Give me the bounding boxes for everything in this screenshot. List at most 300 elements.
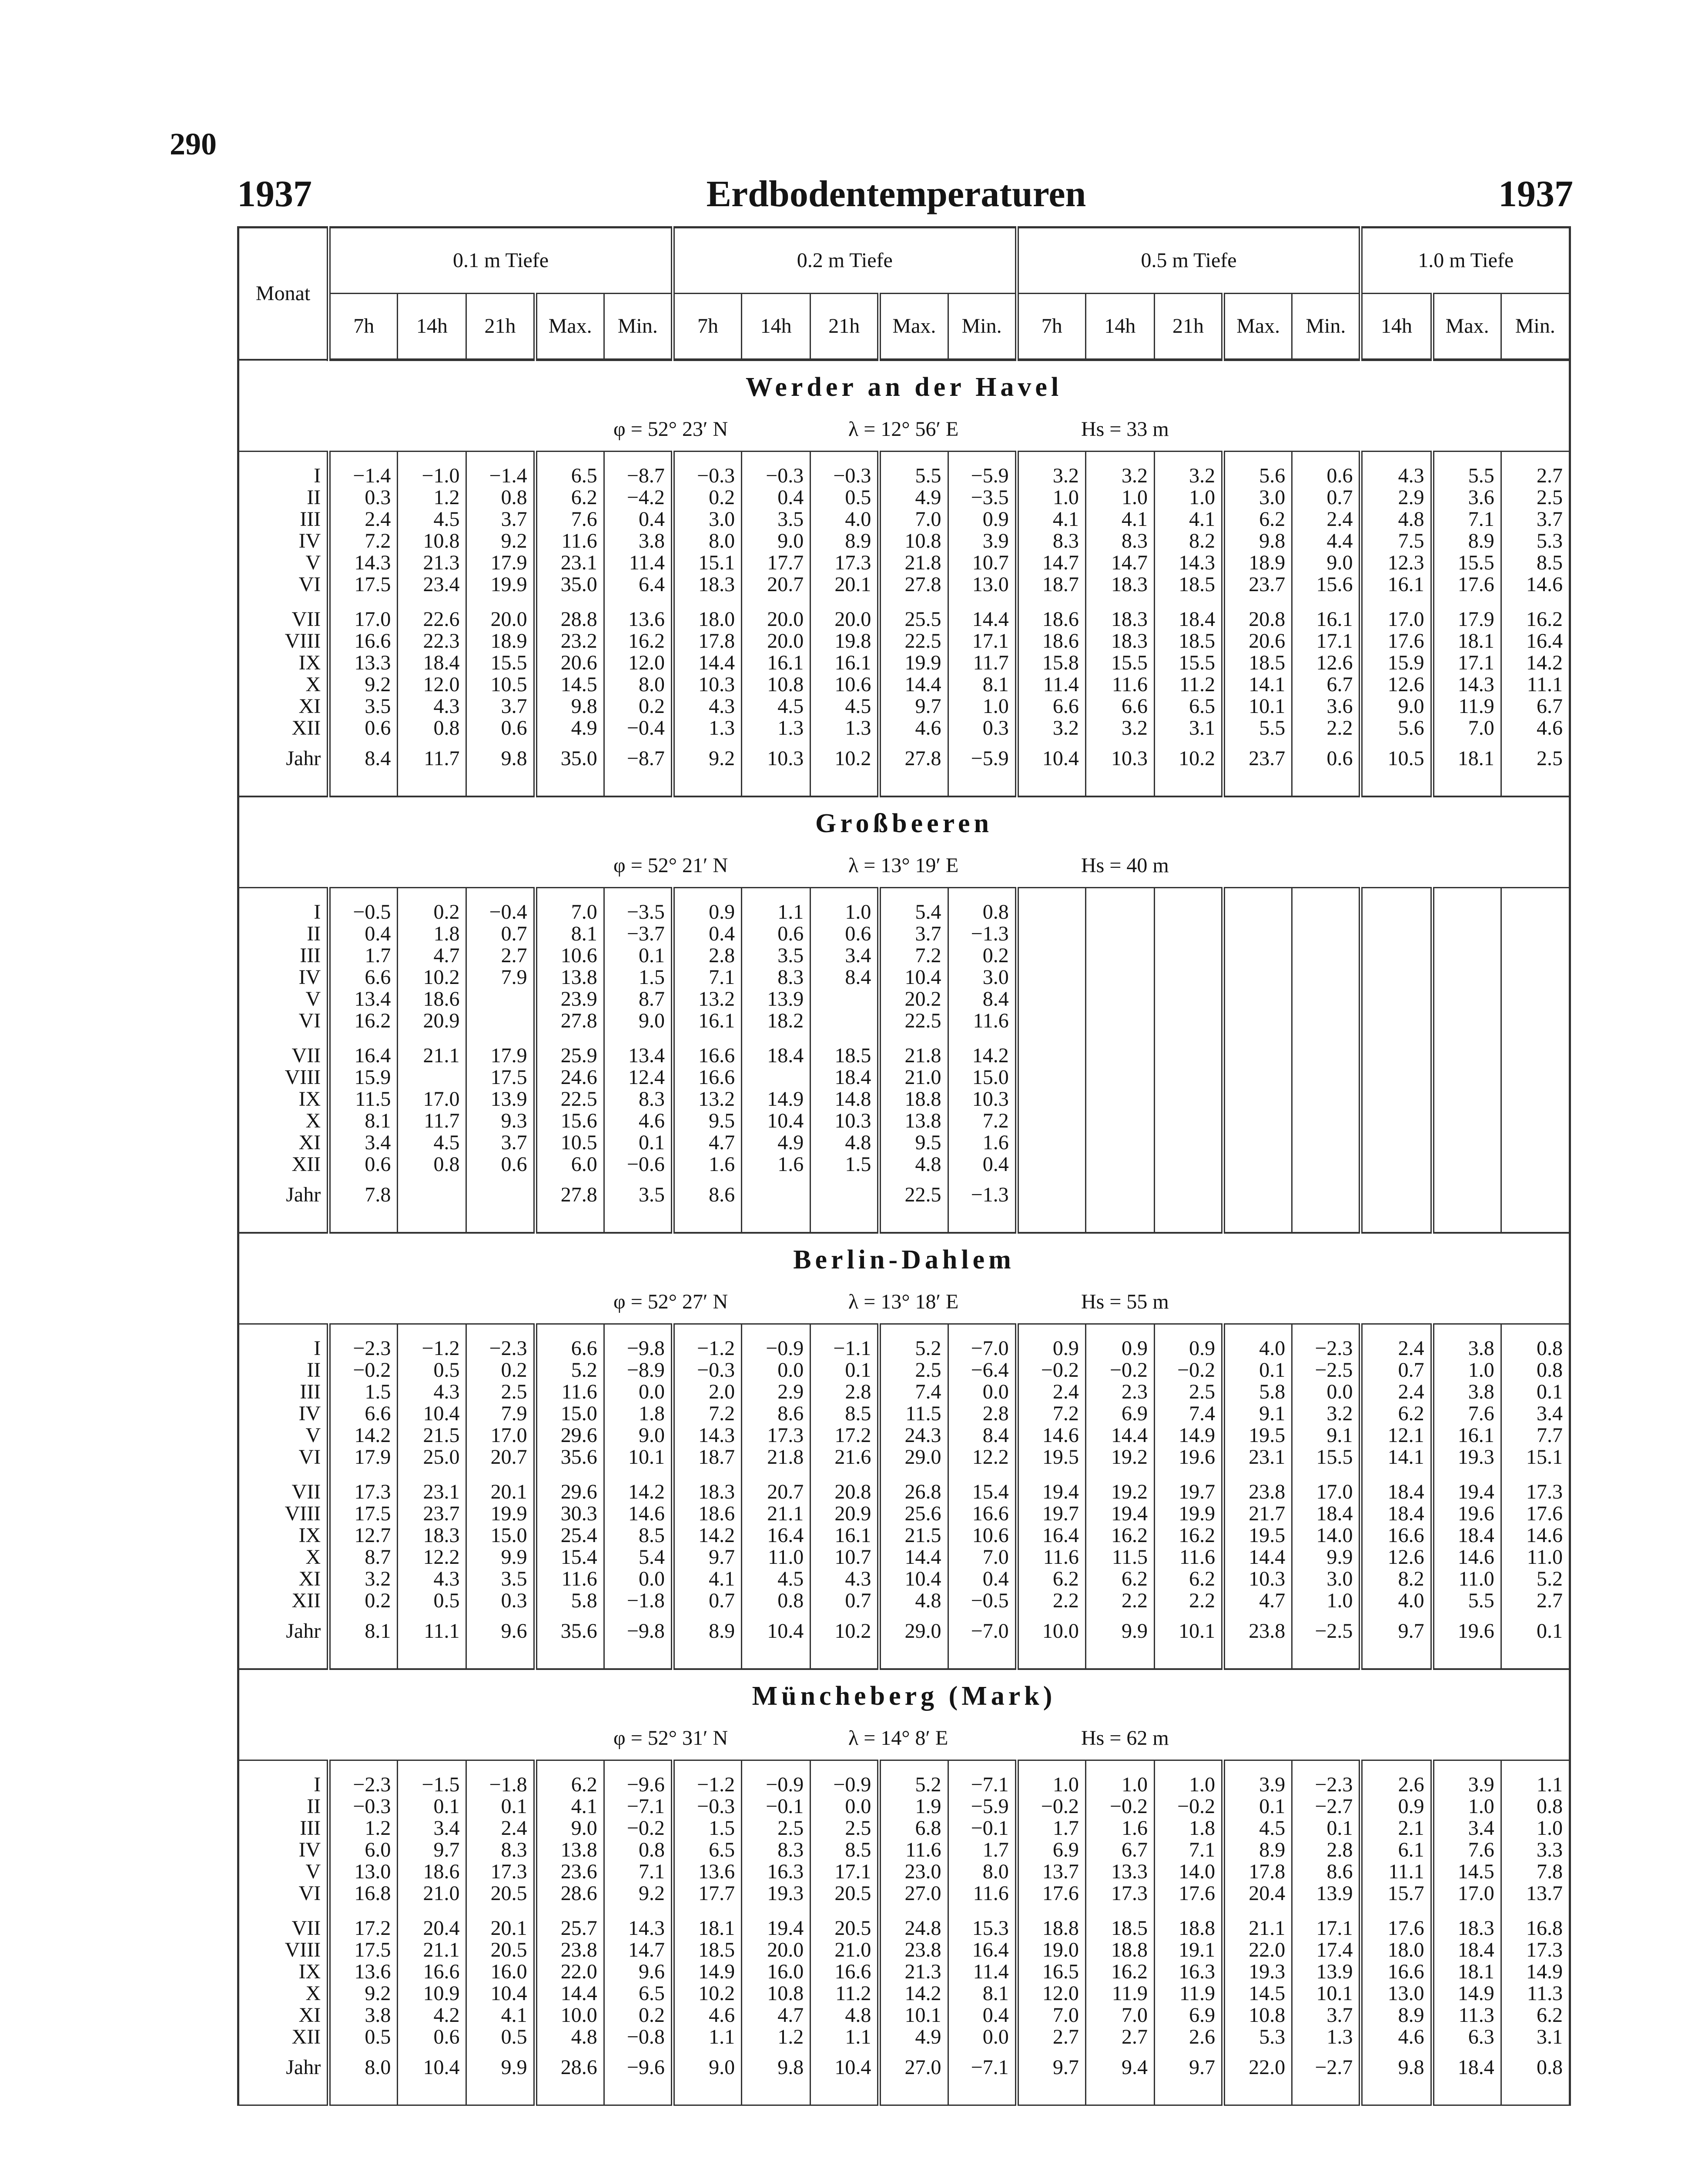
- value-cell: 5.5: [1432, 465, 1501, 487]
- value-cell: [948, 888, 1017, 902]
- col-header: 14h: [398, 294, 466, 360]
- col-header: 14h: [742, 294, 810, 360]
- value-cell: 17.3: [1085, 1883, 1154, 1904]
- value-cell: 10.2: [1154, 739, 1223, 778]
- value-cell: −0.1: [742, 1796, 810, 1817]
- value-cell: [398, 1904, 466, 1917]
- month-label: IV: [238, 1403, 329, 1425]
- value-cell: 15.5: [1154, 652, 1223, 674]
- station-name: Werder an der Havel: [238, 360, 1570, 413]
- month-label: XI: [238, 696, 329, 717]
- value-cell: [1361, 452, 1432, 465]
- value-cell: 3.2: [1154, 465, 1223, 487]
- value-cell: 11.1: [1501, 674, 1570, 696]
- value-cell: 1.3: [742, 717, 810, 739]
- value-cell: 17.5: [466, 1067, 535, 1088]
- value-cell: 16.6: [948, 1503, 1017, 1525]
- value-cell: 2.7: [1501, 1590, 1570, 1612]
- value-cell: [1085, 1010, 1154, 1032]
- value-cell: 18.3: [1085, 630, 1154, 652]
- month-label: [238, 2087, 329, 2105]
- value-cell: 23.8: [879, 1939, 948, 1961]
- value-cell: 15.6: [1292, 574, 1361, 596]
- value-cell: 5.3: [1223, 2026, 1292, 2048]
- value-cell: −0.3: [810, 465, 879, 487]
- value-cell: 14.9: [1501, 1961, 1570, 1983]
- month-label: [238, 1032, 329, 1045]
- month-row: [238, 1546, 1570, 1568]
- value-cell: [1154, 1045, 1223, 1067]
- value-cell: −1.0: [398, 465, 466, 487]
- value-cell: 9.0: [1361, 696, 1432, 717]
- month-label: Jahr: [238, 1175, 329, 1215]
- month-row: [238, 1338, 1570, 1359]
- value-cell: 3.4: [329, 1132, 398, 1154]
- month-label: X: [238, 1546, 329, 1568]
- value-cell: 1.8: [604, 1403, 673, 1425]
- month-label: IV: [238, 967, 329, 988]
- value-cell: [1085, 888, 1154, 902]
- value-cell: 16.6: [1361, 1961, 1432, 1983]
- value-cell: 19.2: [1085, 1446, 1154, 1468]
- value-cell: [1361, 901, 1432, 923]
- value-cell: [1292, 1067, 1361, 1088]
- value-cell: 18.1: [1432, 1961, 1501, 1983]
- value-cell: −1.2: [673, 1774, 741, 1796]
- value-cell: 13.0: [1361, 1983, 1432, 2004]
- value-cell: 19.9: [466, 574, 535, 596]
- value-cell: 12.7: [329, 1525, 398, 1546]
- value-cell: 10.9: [398, 1983, 466, 2004]
- year-row: [238, 1175, 1570, 1215]
- col-header: Min.: [1501, 294, 1570, 360]
- coordinates-cell: [238, 413, 1570, 452]
- value-cell: [1223, 1067, 1292, 1088]
- value-cell: −0.2: [1154, 1796, 1223, 1817]
- value-cell: [1017, 1324, 1085, 1338]
- value-cell: 4.0: [1223, 1338, 1292, 1359]
- value-cell: [1432, 967, 1501, 988]
- month-label: Jahr: [238, 1612, 329, 1651]
- value-cell: 16.2: [604, 630, 673, 652]
- value-cell: 18.4: [1432, 1525, 1501, 1546]
- value-cell: [1154, 1760, 1223, 1774]
- value-cell: 6.5: [673, 1839, 741, 1861]
- month-label: Jahr: [238, 2048, 329, 2087]
- month-row: [238, 1796, 1570, 1817]
- value-cell: 8.3: [604, 1088, 673, 1110]
- value-cell: [1085, 1760, 1154, 1774]
- value-cell: [466, 1215, 535, 1233]
- value-cell: 0.0: [742, 1359, 810, 1381]
- value-cell: [535, 596, 604, 609]
- value-cell: 21.6: [810, 1446, 879, 1468]
- value-cell: 35.0: [535, 739, 604, 778]
- value-cell: 11.1: [398, 1612, 466, 1651]
- value-cell: 0.8: [398, 1154, 466, 1175]
- value-cell: 18.8: [1154, 1917, 1223, 1939]
- value-cell: 2.7: [1085, 2026, 1154, 2048]
- value-cell: [879, 1468, 948, 1481]
- value-cell: [1223, 2087, 1292, 2105]
- value-cell: [1223, 967, 1292, 988]
- col-header: 21h: [1154, 294, 1223, 360]
- value-cell: [1223, 888, 1292, 902]
- value-cell: 16.1: [1292, 609, 1361, 630]
- value-cell: 8.3: [466, 1839, 535, 1861]
- value-cell: −7.0: [948, 1338, 1017, 1359]
- value-cell: 19.5: [1223, 1425, 1292, 1446]
- value-cell: 16.4: [948, 1939, 1017, 1961]
- value-cell: [1017, 1904, 1085, 1917]
- value-cell: [1361, 1045, 1432, 1067]
- value-cell: 0.6: [810, 923, 879, 945]
- value-cell: 24.8: [879, 1917, 948, 1939]
- value-cell: 1.0: [1085, 1774, 1154, 1796]
- value-cell: 1.2: [329, 1817, 398, 1839]
- value-cell: 5.2: [879, 1338, 948, 1359]
- value-cell: 20.9: [810, 1503, 879, 1525]
- value-cell: [398, 1324, 466, 1338]
- station-height: Hs = 55 m: [1081, 1290, 1169, 1313]
- value-cell: 21.1: [742, 1503, 810, 1525]
- value-cell: [1501, 901, 1570, 923]
- value-cell: [810, 596, 879, 609]
- spacer-row: [238, 778, 1570, 796]
- value-cell: 5.6: [1361, 717, 1432, 739]
- value-cell: −2.5: [1292, 1359, 1361, 1381]
- value-cell: [673, 888, 741, 902]
- value-cell: [948, 1324, 1017, 1338]
- value-cell: 3.4: [810, 945, 879, 967]
- value-cell: [604, 452, 673, 465]
- value-cell: [810, 1760, 879, 1774]
- value-cell: 3.8: [604, 530, 673, 552]
- value-cell: 0.1: [810, 1359, 879, 1381]
- value-cell: 20.5: [810, 1917, 879, 1939]
- value-cell: −1.2: [673, 1338, 741, 1359]
- value-cell: 16.8: [1501, 1917, 1570, 1939]
- value-cell: 25.0: [398, 1446, 466, 1468]
- value-cell: 21.0: [398, 1883, 466, 1904]
- month-row: [238, 630, 1570, 652]
- value-cell: 14.8: [810, 1088, 879, 1110]
- value-cell: 16.2: [1085, 1525, 1154, 1546]
- value-cell: 14.4: [879, 1546, 948, 1568]
- value-cell: −9.8: [604, 1338, 673, 1359]
- value-cell: 2.5: [1501, 739, 1570, 778]
- value-cell: 11.3: [1432, 2004, 1501, 2026]
- value-cell: 29.0: [879, 1446, 948, 1468]
- value-cell: 8.2: [1154, 530, 1223, 552]
- value-cell: 15.0: [535, 1403, 604, 1425]
- value-cell: 18.3: [1085, 609, 1154, 630]
- value-cell: 17.5: [329, 1939, 398, 1961]
- value-cell: 9.2: [604, 1883, 673, 1904]
- value-cell: 6.2: [1361, 1403, 1432, 1425]
- value-cell: [1432, 1010, 1501, 1032]
- value-cell: 2.5: [1501, 487, 1570, 509]
- value-cell: 1.0: [1432, 1359, 1501, 1381]
- value-cell: 6.0: [329, 1839, 398, 1861]
- value-cell: 1.5: [329, 1381, 398, 1403]
- value-cell: 9.5: [879, 1132, 948, 1154]
- longitude: λ = 13° 19′ E: [848, 854, 959, 877]
- value-cell: [1223, 1088, 1292, 1110]
- value-cell: 11.0: [1501, 1546, 1570, 1568]
- value-cell: 2.4: [1292, 509, 1361, 530]
- value-cell: [1292, 1324, 1361, 1338]
- month-row: [238, 1067, 1570, 1088]
- value-cell: [604, 2087, 673, 2105]
- value-cell: 1.3: [673, 717, 741, 739]
- spacer-row: [238, 452, 1570, 465]
- value-cell: 19.4: [742, 1917, 810, 1939]
- value-cell: [1292, 988, 1361, 1010]
- month-label: [238, 1215, 329, 1233]
- value-cell: [535, 1324, 604, 1338]
- value-cell: 2.8: [1292, 1839, 1361, 1861]
- value-cell: [810, 452, 879, 465]
- value-cell: 4.7: [673, 1132, 741, 1154]
- value-cell: 18.7: [1017, 574, 1085, 596]
- value-cell: [742, 2087, 810, 2105]
- value-cell: [1154, 1010, 1223, 1032]
- value-cell: 14.2: [604, 1481, 673, 1503]
- value-cell: 2.4: [1361, 1338, 1432, 1359]
- station-name: Berlin-Dahlem: [238, 1233, 1570, 1286]
- month-label: IX: [238, 1961, 329, 1983]
- value-cell: [1361, 1110, 1432, 1132]
- value-cell: 4.1: [1085, 509, 1154, 530]
- value-cell: [329, 1904, 398, 1917]
- value-cell: [535, 2087, 604, 2105]
- value-cell: 4.8: [810, 2004, 879, 2026]
- value-cell: 21.1: [398, 1045, 466, 1067]
- value-cell: [1223, 1760, 1292, 1774]
- value-cell: [1085, 1088, 1154, 1110]
- station-name: Großbeeren: [238, 796, 1570, 850]
- value-cell: [879, 1215, 948, 1233]
- value-cell: [1292, 1088, 1361, 1110]
- value-cell: 0.5: [398, 1590, 466, 1612]
- value-cell: [1017, 1760, 1085, 1774]
- value-cell: [948, 596, 1017, 609]
- value-cell: 12.4: [604, 1067, 673, 1088]
- soil-temperature-table: [237, 226, 1571, 2106]
- value-cell: 21.1: [398, 1939, 466, 1961]
- value-cell: 7.4: [1154, 1403, 1223, 1425]
- value-cell: [742, 1760, 810, 1774]
- value-cell: 4.3: [673, 696, 741, 717]
- value-cell: 8.9: [1361, 2004, 1432, 2026]
- value-cell: [1361, 1088, 1432, 1110]
- value-cell: 27.8: [879, 739, 948, 778]
- month-row: [238, 1045, 1570, 1067]
- value-cell: [1085, 967, 1154, 988]
- value-cell: [1154, 452, 1223, 465]
- month-label: II: [238, 487, 329, 509]
- value-cell: 7.4: [879, 1381, 948, 1403]
- value-cell: 10.1: [879, 2004, 948, 2026]
- value-cell: 0.7: [466, 923, 535, 945]
- coordinates-cell: [238, 1722, 1570, 1760]
- value-cell: 4.6: [1501, 717, 1570, 739]
- value-cell: 23.4: [398, 574, 466, 596]
- value-cell: 15.3: [948, 1917, 1017, 1939]
- value-cell: 1.2: [742, 2026, 810, 2048]
- value-cell: 23.9: [535, 988, 604, 1010]
- value-cell: 2.5: [810, 1817, 879, 1839]
- value-cell: 14.1: [1361, 1446, 1432, 1468]
- value-cell: [466, 596, 535, 609]
- value-cell: [673, 1468, 741, 1481]
- value-cell: [329, 452, 398, 465]
- value-cell: [1223, 1468, 1292, 1481]
- value-cell: [1432, 1088, 1501, 1110]
- value-cell: 0.1: [1501, 1612, 1570, 1651]
- value-cell: 25.4: [535, 1525, 604, 1546]
- value-cell: 18.4: [1432, 2048, 1501, 2087]
- value-cell: −0.4: [466, 901, 535, 923]
- value-cell: −9.8: [604, 1612, 673, 1651]
- value-cell: 11.7: [398, 739, 466, 778]
- value-cell: 4.7: [742, 2004, 810, 2026]
- value-cell: 4.1: [535, 1796, 604, 1817]
- value-cell: [1154, 901, 1223, 923]
- month-row: [238, 1861, 1570, 1883]
- value-cell: [1292, 452, 1361, 465]
- value-cell: [1501, 988, 1570, 1010]
- value-cell: 0.3: [948, 717, 1017, 739]
- month-label: [238, 888, 329, 902]
- value-cell: 16.6: [673, 1067, 741, 1088]
- value-cell: 0.1: [398, 1796, 466, 1817]
- value-cell: [1154, 596, 1223, 609]
- value-cell: [742, 452, 810, 465]
- value-cell: 17.9: [1432, 609, 1501, 630]
- value-cell: 13.7: [1017, 1861, 1085, 1883]
- station-header: [238, 796, 1570, 850]
- value-cell: [673, 596, 741, 609]
- value-cell: 18.6: [1017, 630, 1085, 652]
- value-cell: 20.0: [742, 1939, 810, 1961]
- value-cell: 11.7: [948, 652, 1017, 674]
- value-cell: 10.3: [1085, 739, 1154, 778]
- value-cell: 17.1: [1292, 630, 1361, 652]
- value-cell: [1085, 452, 1154, 465]
- month-row: [238, 1839, 1570, 1861]
- value-cell: −5.9: [948, 739, 1017, 778]
- spacer-row: [238, 2087, 1570, 2105]
- value-cell: [1154, 1324, 1223, 1338]
- value-cell: 17.5: [329, 1503, 398, 1525]
- value-cell: 7.2: [1017, 1403, 1085, 1425]
- month-label: VII: [238, 609, 329, 630]
- col-header: Max.: [535, 294, 604, 360]
- month-label: V: [238, 988, 329, 1010]
- value-cell: [1085, 778, 1154, 796]
- value-cell: 13.8: [535, 967, 604, 988]
- month-row: [238, 1132, 1570, 1154]
- value-cell: −2.3: [1292, 1774, 1361, 1796]
- value-cell: [1361, 1760, 1432, 1774]
- value-cell: [398, 1032, 466, 1045]
- value-cell: 6.2: [535, 487, 604, 509]
- value-cell: 2.5: [1154, 1381, 1223, 1403]
- month-label: VI: [238, 1446, 329, 1468]
- month-label: X: [238, 674, 329, 696]
- value-cell: 0.7: [1361, 1359, 1432, 1381]
- value-cell: 11.6: [535, 1568, 604, 1590]
- value-cell: 0.8: [1501, 1359, 1570, 1381]
- value-cell: [1501, 778, 1570, 796]
- value-cell: [742, 888, 810, 902]
- value-cell: [879, 778, 948, 796]
- value-cell: 25.9: [535, 1045, 604, 1067]
- value-cell: 13.8: [879, 1110, 948, 1132]
- value-cell: 18.6: [673, 1503, 741, 1525]
- value-cell: [466, 1324, 535, 1338]
- value-cell: [329, 1032, 398, 1045]
- value-cell: 7.2: [329, 530, 398, 552]
- value-cell: 0.3: [329, 487, 398, 509]
- value-cell: 14.9: [742, 1088, 810, 1110]
- value-cell: 20.8: [1223, 609, 1292, 630]
- col-header: Min.: [1292, 294, 1361, 360]
- month-label: VIII: [238, 1939, 329, 1961]
- value-cell: 2.7: [1017, 2026, 1085, 2048]
- value-cell: 3.9: [1432, 1774, 1501, 1796]
- value-cell: [1361, 778, 1432, 796]
- value-cell: 6.7: [1501, 696, 1570, 717]
- value-cell: [673, 452, 741, 465]
- value-cell: [535, 1760, 604, 1774]
- value-cell: 23.0: [879, 1861, 948, 1883]
- value-cell: 11.1: [1361, 1861, 1432, 1883]
- value-cell: 2.5: [742, 1817, 810, 1839]
- month-label: II: [238, 1359, 329, 1381]
- value-cell: [329, 778, 398, 796]
- value-cell: 3.5: [742, 945, 810, 967]
- month-row: [238, 717, 1570, 739]
- value-cell: 7.0: [535, 901, 604, 923]
- value-cell: 8.3: [742, 1839, 810, 1861]
- value-cell: 21.7: [1223, 1503, 1292, 1525]
- value-cell: 12.0: [1017, 1983, 1085, 2004]
- value-cell: 3.7: [879, 923, 948, 945]
- value-cell: [1223, 1132, 1292, 1154]
- value-cell: 10.0: [535, 2004, 604, 2026]
- value-cell: 4.4: [1292, 530, 1361, 552]
- month-label: XII: [238, 2026, 329, 2048]
- value-cell: 17.8: [1223, 1861, 1292, 1883]
- value-cell: [810, 888, 879, 902]
- value-cell: 3.7: [466, 1132, 535, 1154]
- spacer-row: [238, 1215, 1570, 1233]
- value-cell: 10.4: [879, 967, 948, 988]
- value-cell: [1223, 1032, 1292, 1045]
- value-cell: [1361, 1904, 1432, 1917]
- value-cell: 12.2: [948, 1446, 1017, 1468]
- year-row: [238, 739, 1570, 778]
- month-row: [238, 465, 1570, 487]
- value-cell: [742, 1215, 810, 1233]
- value-cell: 16.2: [1154, 1525, 1223, 1546]
- value-cell: −0.2: [604, 1817, 673, 1839]
- month-label: VI: [238, 574, 329, 596]
- value-cell: −5.9: [948, 465, 1017, 487]
